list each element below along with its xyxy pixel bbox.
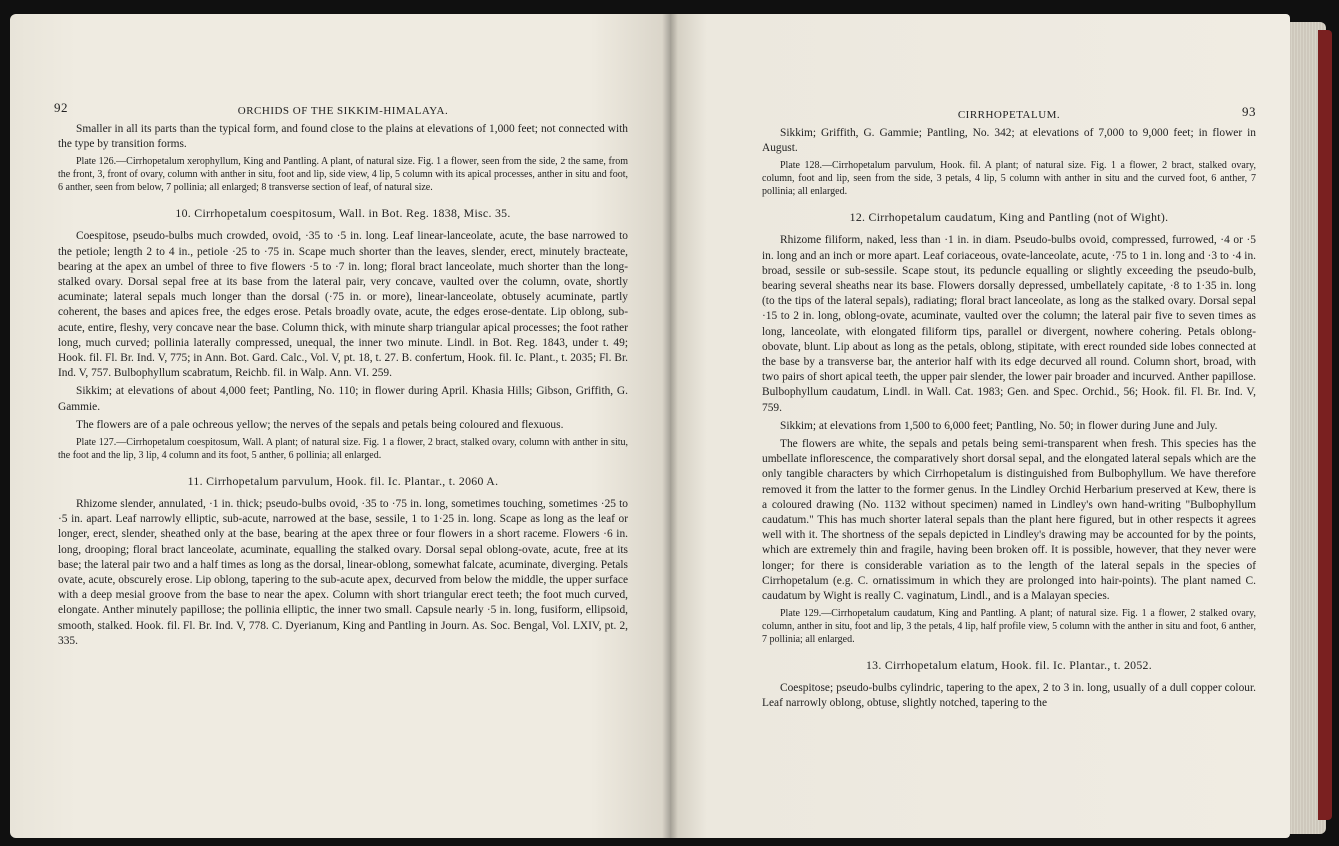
species-description-11: Rhizome slender, annulated, ·1 in. thick; pseudo-bulbs ovoid, ·35 to ·75 in. long, sometimes touching, sometimes ·25 to ·5 in. apart. Leaf narrowly elliptic, sub-acute, narrowed at the base, sessile, 1 to 1·25 in. long. Scape as long as the leaf or longer, erect, slender, sheathed only at the base, bearing at the apex three or four flowers in a short raceme. Flowers ·6 in. long, drooping; floral bract lanceolate, acuminate, equalling the stalked ovary. Dorsal sepal oblong-ovate, acute, free at its base; the lateral pair two and a half times as long as the dorsal, linear-oblong, somewhat falcate, acuminate, diverging. Petals ovate, acute, obscurely erose. Lip oblong, tapering to the sub-acute apex, decurved from below the middle, the upper surface with a deep mesial groove from the base to near the apex. Column with short triangular erect teeth; the foot much curved, elongate. Anther minutely papillose; the pollinia elliptic, the inner two small. Capsule nearly ·5 in. long, fusiform, ellipsoid, smooth, stalked. Hook. fil. Fl. Br. Ind. V, 778. C. Dyerianum, King and Pantling in Journ. As. Soc. Bengal, Vol. LXIV, pt. 2, 335. [58, 498, 628, 647]
cover-edge [1318, 30, 1332, 820]
plate-126-caption: Plate 126.—Cirrhopetalum xerophyllum, King and Pantling. A plant, of natural size. Fig. 1 a flower, seen from the side, 2 the same, from the front, 3, front of ovary, column with anther in situ, foot and lip, side view, 4 lip, 5 column with its apical processes, anther in situ and foot, 6 anther, seen from below, 7 pollinia; all enlarged; 8 transverse section of leaf, of natural size. [58, 156, 628, 194]
species-heading-13: 13. Cirrhopetalum elatum, Hook. fil. Ic. Plantar., t. 2052. [865, 658, 1153, 673]
intro-paragraph: Smaller in all its parts than the typical form, and found close to the plains at elevations of 1,000 feet; not connected with the type by transition forms. [58, 123, 628, 151]
species-range-12: Sikkim; at elevations from 1,500 to 6,000 feet; Pantling, No. 50; in flower during June and July. [780, 419, 1218, 432]
right-page-number: 93 [1242, 104, 1256, 119]
species-description-13: Coespitose; pseudo-bulbs cylindric, tapering to the apex, 2 to 3 in. long, usually of a dull copper colour. Leaf narrowly oblong, obtuse, slightly notched, tapering to the [762, 682, 1256, 710]
left-page [10, 14, 670, 838]
species-notes-12: The flowers are white, the sepals and petals being semi-transparent when fresh. This species has the umbellate inflorescence, the comparatively short dorsal sepal, and the elongated lateral sepals which are the only tangible characters by which Cirrhopetalum is distinguished from Bulbophyllum. We have therefore removed it from the latter to the former genus. In the Lindley Orchid Herbarium preserved at Kew, there is a coloured drawing (No. 1132 without specimen) named in Lindley's own hand-writing "Bulbophyllum caudatum." This has much shorter lateral sepals than the plant here figured, but in other respects it agrees well with it. The shortness of the sepals depicted in Lindley's drawing may be accounted for by the points, which are extremely thin and fragile, having been broken off. It is possible, however, that they never were longer; for there is considerable variation as to the length of the lateral sepals in the species of Cirrhopetalum (e.g. C. ornatissimum in which they are prolonged into hair-points). The plant named C. caudatum by Wight is really C. vaginatum, Lindl., and is a Malayan species. [762, 438, 1256, 603]
right-running-head [762, 106, 1256, 126]
left-running-title: ORCHIDS OF THE SIKKIM-HIMALAYA. [237, 105, 449, 117]
right-running-title: CIRRHOPETALUM. [957, 109, 1061, 121]
species-heading-10: 10. Cirrhopetalum coespitosum, Wall. in Bot. Reg. 1838, Misc. 35. [175, 206, 511, 221]
species-description-12: Rhizome filiform, naked, less than ·1 in. in diam. Pseudo-bulbs ovoid, compressed, furrowed, ·4 or ·5 in. long and an inch or more apart. Leaf coriaceous, ovate-lanceolate, acute, ·75 to 1 in. long and ·3 to ·4 in. broad, sessile or sub-sessile. Scape stout, its peduncle equalling or slightly exceeding the pseudo-bulb, bearing several sheaths near its base. Flowers dorsally depressed, umbellately capitate, ·8 to 1·35 in. long (to the tips of the lateral sepals), radiating; floral bract lanceolate, as long as the stalked ovary. Dorsal sepal ·15 to 2 in. long, oblong-ovate, acuminate, vaulted over the column; the lateral pair five to seven times as long, lanceolate, with elongated filiform tips, parallel or divergent, nowhere cohering. Petals oblong-obovate, blunt. Lip about as long as the petals, oblong, stipitate, with erect rounded side lobes connected at the base by a transverse bar, the anterior half with its edge decurved all round. Column short, broad, with two pairs of short apical teeth, the upper pair slender, the lower pair broader and incurved. Anther papillose. Bulbophyllum caudatum, Lindl. in Wall. Cat. 1983; Gen. and Spec. Orchid., 56; Hook. fil. Fl. Br. Ind. V, 759. [762, 234, 1256, 414]
plate-127-caption: Plate 127.—Cirrhopetalum coespitosum, Wall. A plant; of natural size. Fig. 1 a flower, 2 bract, stalked ovary, column with anther in situ, the foot and the lip, 3 lip, 4 column and its foot, 5 anther, 6 pollinia; all enlarged. [58, 437, 628, 462]
right-page [670, 14, 1290, 838]
book-gutter [662, 14, 678, 838]
species-heading-12: 12. Cirrhopetalum caudatum, King and Pantling (not of Wight). [849, 210, 1169, 225]
species-flowers-10: The flowers are of a pale ochreous yellow; the nerves of the sepals and petals being coloured and flexuous. [76, 418, 564, 431]
species-range-10: Sikkim; at elevations of about 4,000 feet; Pantling, No. 110; in flower during April. Khasia Hills; Gibson, Griffith, G. Gammie. [58, 385, 628, 413]
species-heading-11: 11. Cirrhopetalum parvulum, Hook. fil. Ic. Plantar., t. 2060 A. [187, 474, 499, 489]
plate-129-caption: Plate 129.—Cirrhopetalum caudatum, King and Pantling. A plant; of natural size. Fig. 1 a flower, 2 stalked ovary, column, anther in situ, foot and lip, 3 the petals, 4 lip, half profile view, 5 column with the anther in situ and foot, 6 anther, 7 pollinia; all enlarged. [762, 608, 1256, 646]
species-description-10: Coespitose, pseudo-bulbs much crowded, ovoid, ·35 to ·5 in. long. Leaf linear-lanceolate, acute, the base narrowed to the petiole; length 2 to 4 in., petiole ·25 to ·75 in. Scape much shorter than the leaves, slender, erect, minutely bracteate, bearing at the apex an umbel of three to five flowers ·5 to ·7 in. long; floral bract lanceolate, much shorter than the long-stalked ovary. Dorsal sepal free at its base from the lateral pair, very concave, vaulted over the column, ovate, shortly acuminate; lateral sepals much longer than the dorsal (·75 in. or more), linear-lanceolate, obtusely acuminate, partly coherent, the bases and apices free, the edges erose. Petals broadly ovate, acute, the edges erose-dentate. Lip oblong, sub-acute, entire, fleshy, very concave near the base. Column thick, with minute sharp triangular apical processes; the foot rather long, much curved; pollinia laterally compressed, unequal, the inner two minute. Lindl. in Bot. Reg. 1843, under t. 49; Hook. fil. Fl. Br. Ind. V, 775; in Ann. Bot. Gard. Calc., Vol. V, pt. 18, t. 27. B. confertum, Hook. fil. Ic. Plant., t. 2035; Fl. Br. Ind. V, 757. Bulbophyllum scabratum, Reichb. fil. in Walp. Ann. VI. 259. [58, 230, 628, 380]
plate-128-caption: Plate 128.—Cirrhopetalum parvulum, Hook. fil. A plant; of natural size. Fig. 1 a flower, 2 bract, stalked ovary, column, foot and lip, seen from the side, 3 petals, 4 lip, 5 column with anther in situ and the curved foot, 6 anther, 7 pollinia; all enlarged. [762, 160, 1256, 198]
left-running-head [54, 100, 628, 122]
left-page-number: 92 [54, 100, 68, 115]
species-range-11: Sikkim; Griffith, G. Gammie; Pantling, No. 342; at elevations of 7,000 to 9,000 feet; in flower in August. [762, 127, 1256, 155]
